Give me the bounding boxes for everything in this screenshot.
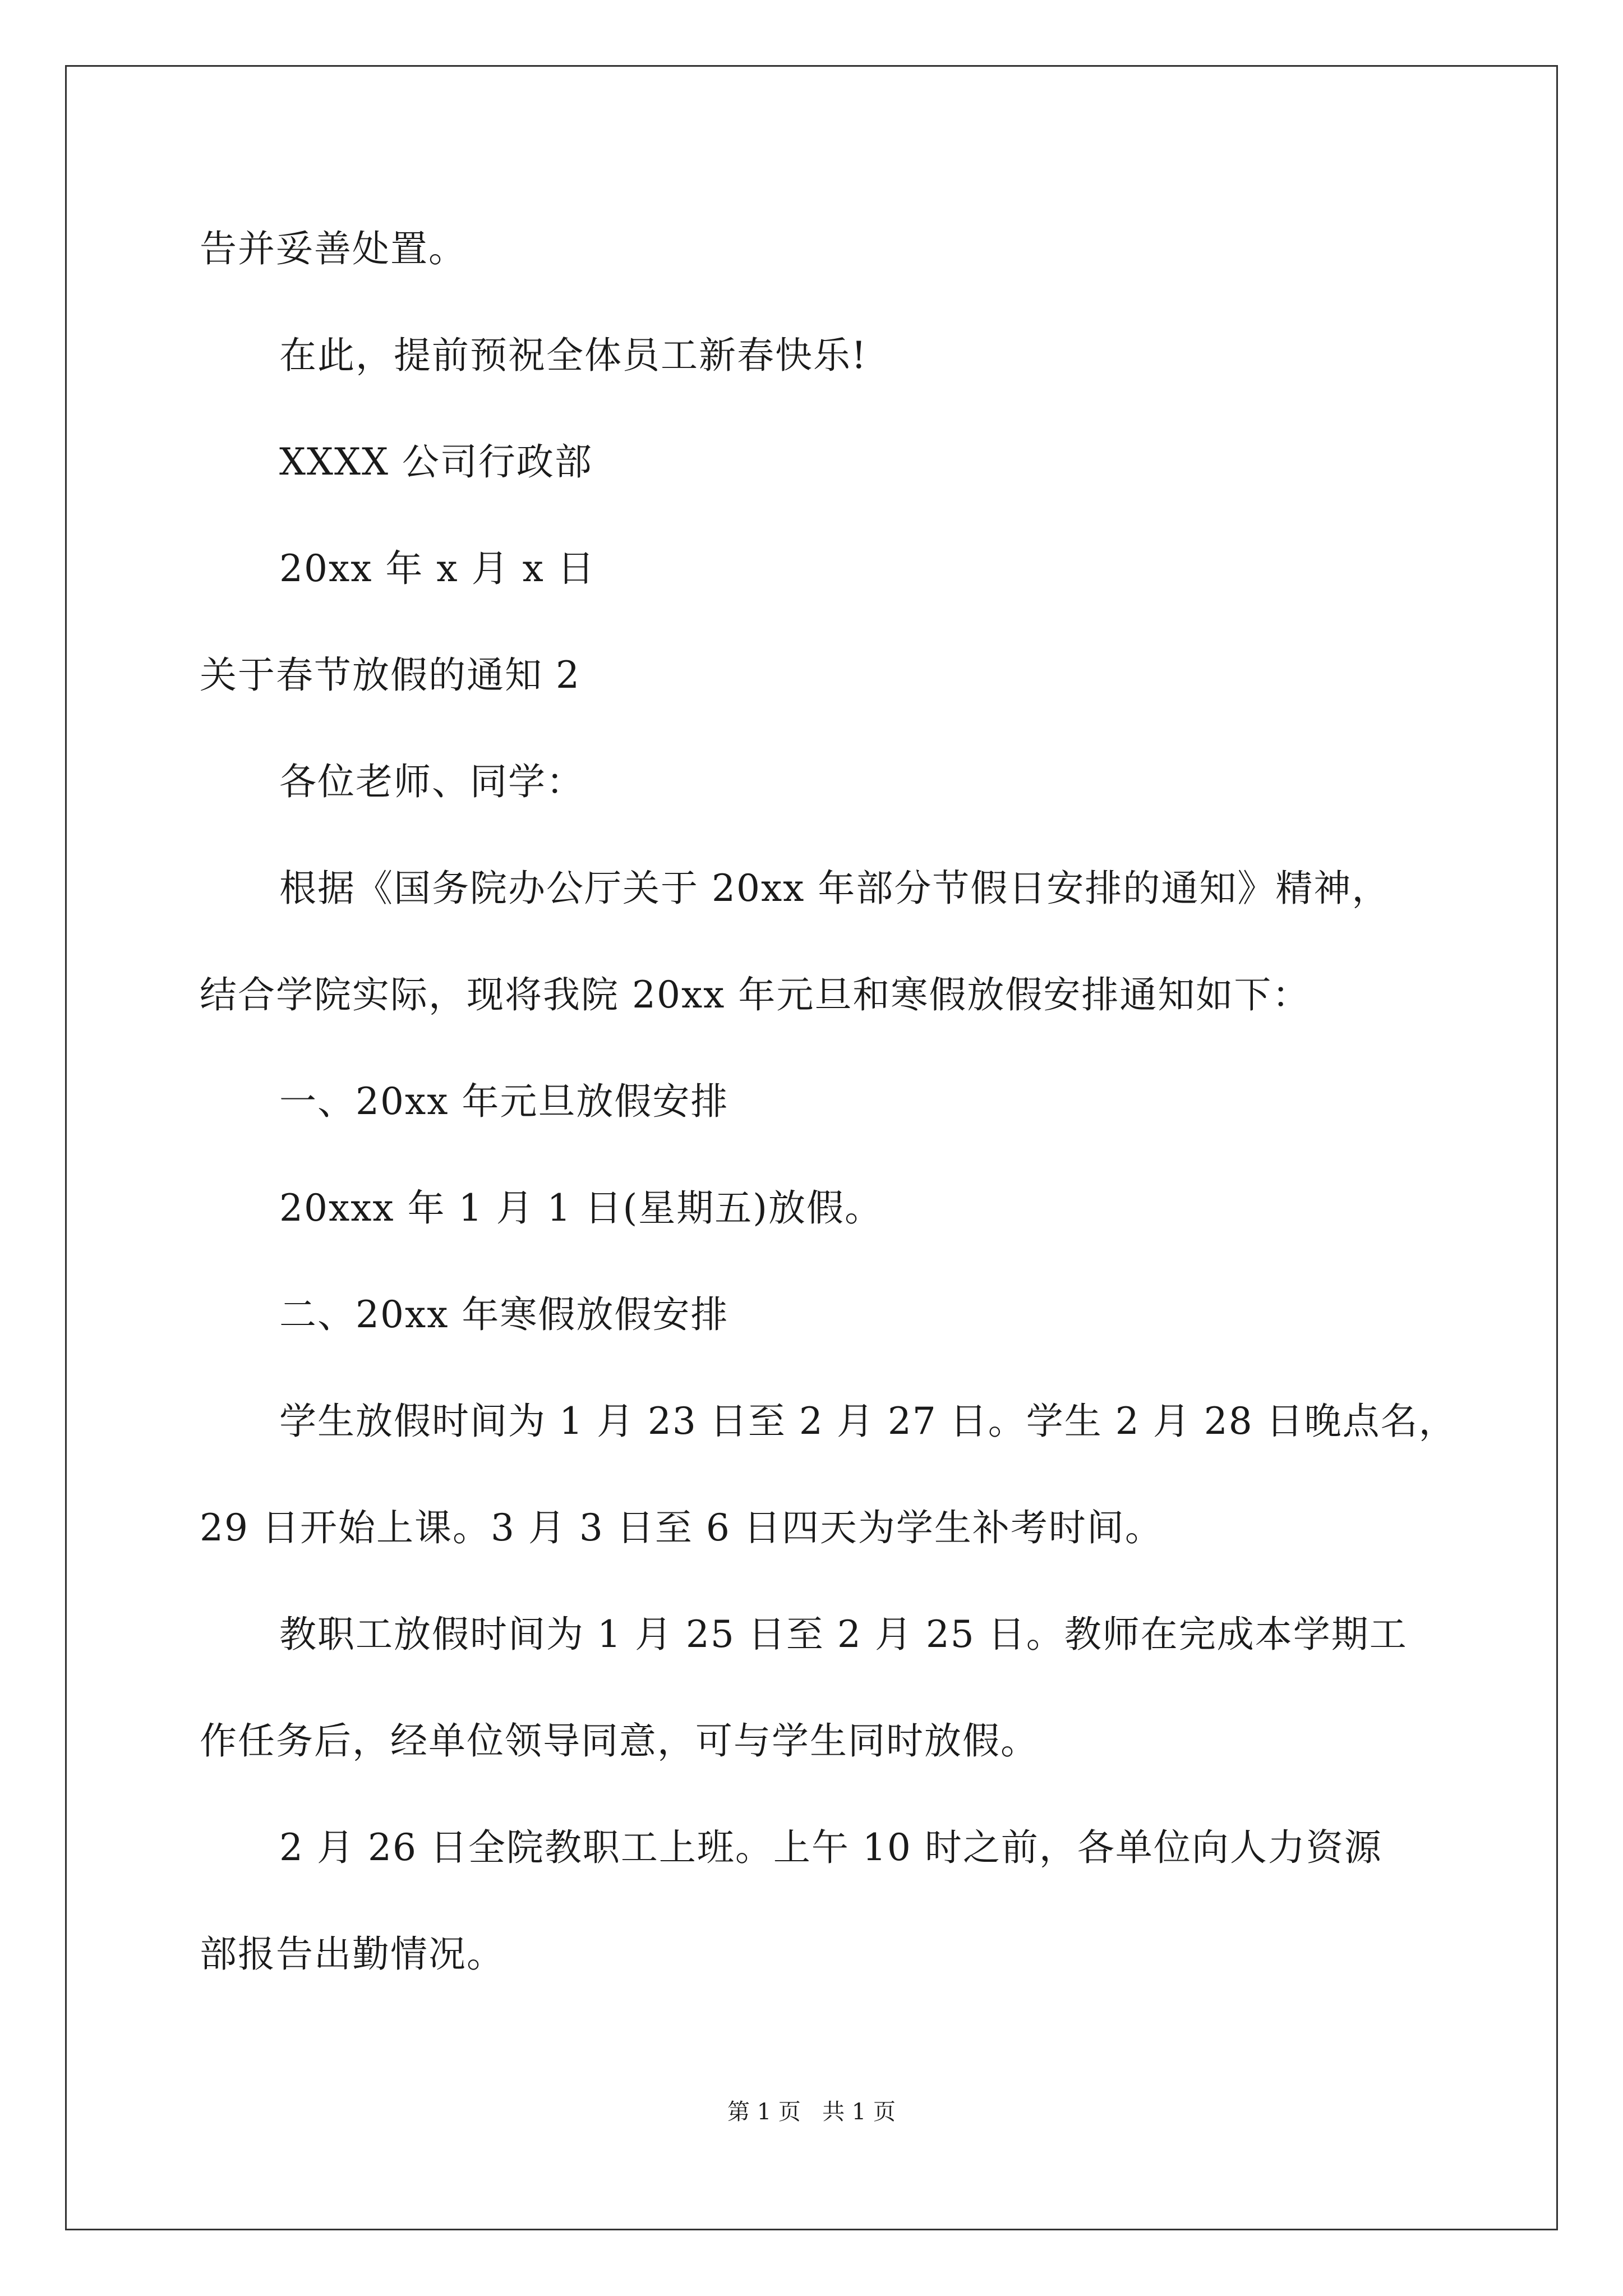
signature-dept: XXXX 公司行政部: [279, 440, 593, 484]
page-footer: 第 1 页 共 1 页: [727, 2099, 896, 2125]
section-heading: 二、20xx 年寒假放假安排: [279, 1293, 729, 1336]
notice-title: 关于春节放假的通知 2: [200, 654, 580, 697]
page-border: [65, 65, 1558, 2230]
paragraph-line: 20xxx 年 1 月 1 日(星期五)放假。: [279, 1186, 883, 1230]
body-line-continuation: 告并妥善处置。: [200, 227, 467, 270]
paragraph-line: 29 日开始上课。3 月 3 日至 6 日四天为学生补考时间。: [200, 1506, 1163, 1549]
paragraph-line: 部报告出勤情况。: [200, 1932, 505, 1976]
section-heading: 一、20xx 年元旦放假安排: [279, 1080, 729, 1123]
paragraph-line: 根据《国务院办公厅关于 20xx 年部分节假日安排的通知》精神，: [279, 867, 1390, 910]
signature-date: 20xx 年 x 月 x 日: [279, 547, 596, 590]
salutation: 各位老师、同学：: [279, 760, 584, 803]
paragraph-line: 2 月 26 日全院教职工上班。上午 10 时之前，各单位向人力资源: [279, 1826, 1382, 1869]
paragraph-line: 结合学院实际，现将我院 20xx 年元旦和寒假放假安排通知如下：: [200, 973, 1311, 1016]
paragraph-line: 作任务后，经单位领导同意，可与学生同时放假。: [200, 1719, 1039, 1763]
greeting-line: 在此，提前预祝全体员工新春快乐!: [279, 334, 868, 377]
paragraph-line: 教职工放假时间为 1 月 25 日至 2 月 25 日。教师在完成本学期工: [279, 1613, 1408, 1656]
paragraph-line: 学生放假时间为 1 月 23 日至 2 月 27 日。学生 2 月 28 日晚点名，: [279, 1400, 1457, 1443]
